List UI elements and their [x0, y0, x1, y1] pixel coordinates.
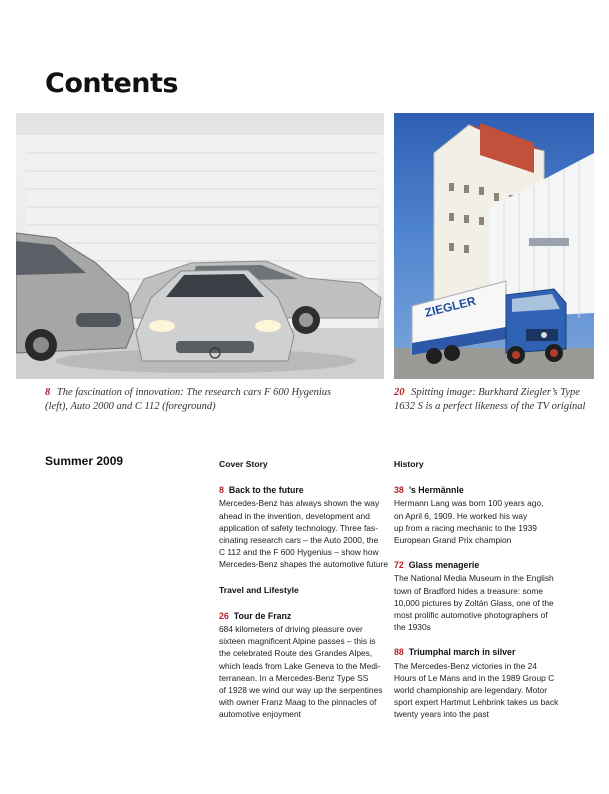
photo-caption-research-cars: [45, 386, 355, 414]
entry-body: The Mercedes-Benz victories in the 24 Hours of Le Mans and in the 1989 Group C world championship are legendary. Motor sport expert Hartmut Lehbrink takes us back twenty years into the past: [394, 660, 559, 720]
entry-page-number: 26: [219, 610, 229, 621]
entry-title-text: Back to the future: [228, 485, 304, 496]
contents-entry[interactable]: [219, 610, 391, 721]
entry-title-text: Tour de Franz: [233, 610, 292, 621]
contents-entry[interactable]: [394, 646, 566, 720]
entry-title-text: Triumphal march in silver: [408, 647, 516, 658]
research-cars-photo: [16, 113, 384, 379]
section-heading-cover-story: Cover Story: [219, 459, 268, 469]
contents-entry[interactable]: [219, 484, 391, 570]
entry-body: Hermann Lang was born 100 years ago, on April 6, 1909. He worked his way up from a racing mechanic to the 1939 European Grand Prix champion: [394, 498, 544, 546]
caption-text: Spitting image: Burkhard Ziegler’s Type 1632 S is a perfect likeness of the TV original: [394, 387, 586, 412]
contents-entry[interactable]: [394, 484, 566, 546]
entry-title-text: Glass menagerie: [408, 560, 480, 571]
caption-page-number: 8: [45, 387, 51, 398]
entry-body: Mercedes-Benz has always shown the way ahead in the invention, development and application of safety technology. Three fas- cinating research cars – the Auto 2000, the C 112 and the F 600 Hygenius – show how Mercedes-Benz shapes the automotive future: [219, 498, 388, 570]
entry-title: [394, 646, 566, 658]
caption-page-number: 20: [394, 387, 405, 398]
entry-page-number: 8: [219, 485, 224, 496]
entry-page-number: 72: [394, 560, 404, 571]
truck-sign-text: ZIEGLER: [423, 293, 478, 320]
issue-label: Summer 2009: [45, 454, 124, 468]
section-heading-travel-lifestyle: Travel and Lifestyle: [219, 584, 299, 595]
contents-column-right: [394, 458, 566, 734]
entry-page-number: 38: [394, 485, 404, 496]
caption-text: The fascination of innovation: The research cars F 600 Hygenius (left), Auto 2000 and C 112 (foreground): [45, 387, 332, 412]
entry-body: 684 kilometers of driving pleasure over sixteen magnificent Alpine passes – this is the celebrated Route des Grandes Alpes, which leads from Lake Geneva to the Medi- terranean. In a Mercedes-Benz Type SS of 1928 we wind our way up the serpentines with owner Franz Maag to the pinnacles of automotive enjoyment: [219, 624, 383, 720]
contents-entry[interactable]: [394, 559, 566, 633]
entry-title: [219, 484, 391, 496]
photo-caption-ziegler-truck: [394, 386, 594, 414]
section-heading-history: History: [394, 459, 424, 469]
entry-title: [394, 484, 566, 496]
entry-title: [394, 559, 566, 571]
entry-title: [219, 610, 391, 622]
entry-body: The National Media Museum in the English town of Bradford hides a treasure: some 10,000 pictures by Zoltán Glass, one of the most prolific automotive photographers of the 1930s: [394, 573, 554, 633]
ziegler-truck-photo: [394, 113, 594, 379]
page-title: Contents: [45, 68, 179, 99]
contents-column-left: [219, 458, 391, 734]
entry-title-text: ’s Hermännle: [408, 485, 464, 496]
entry-page-number: 88: [394, 647, 404, 658]
